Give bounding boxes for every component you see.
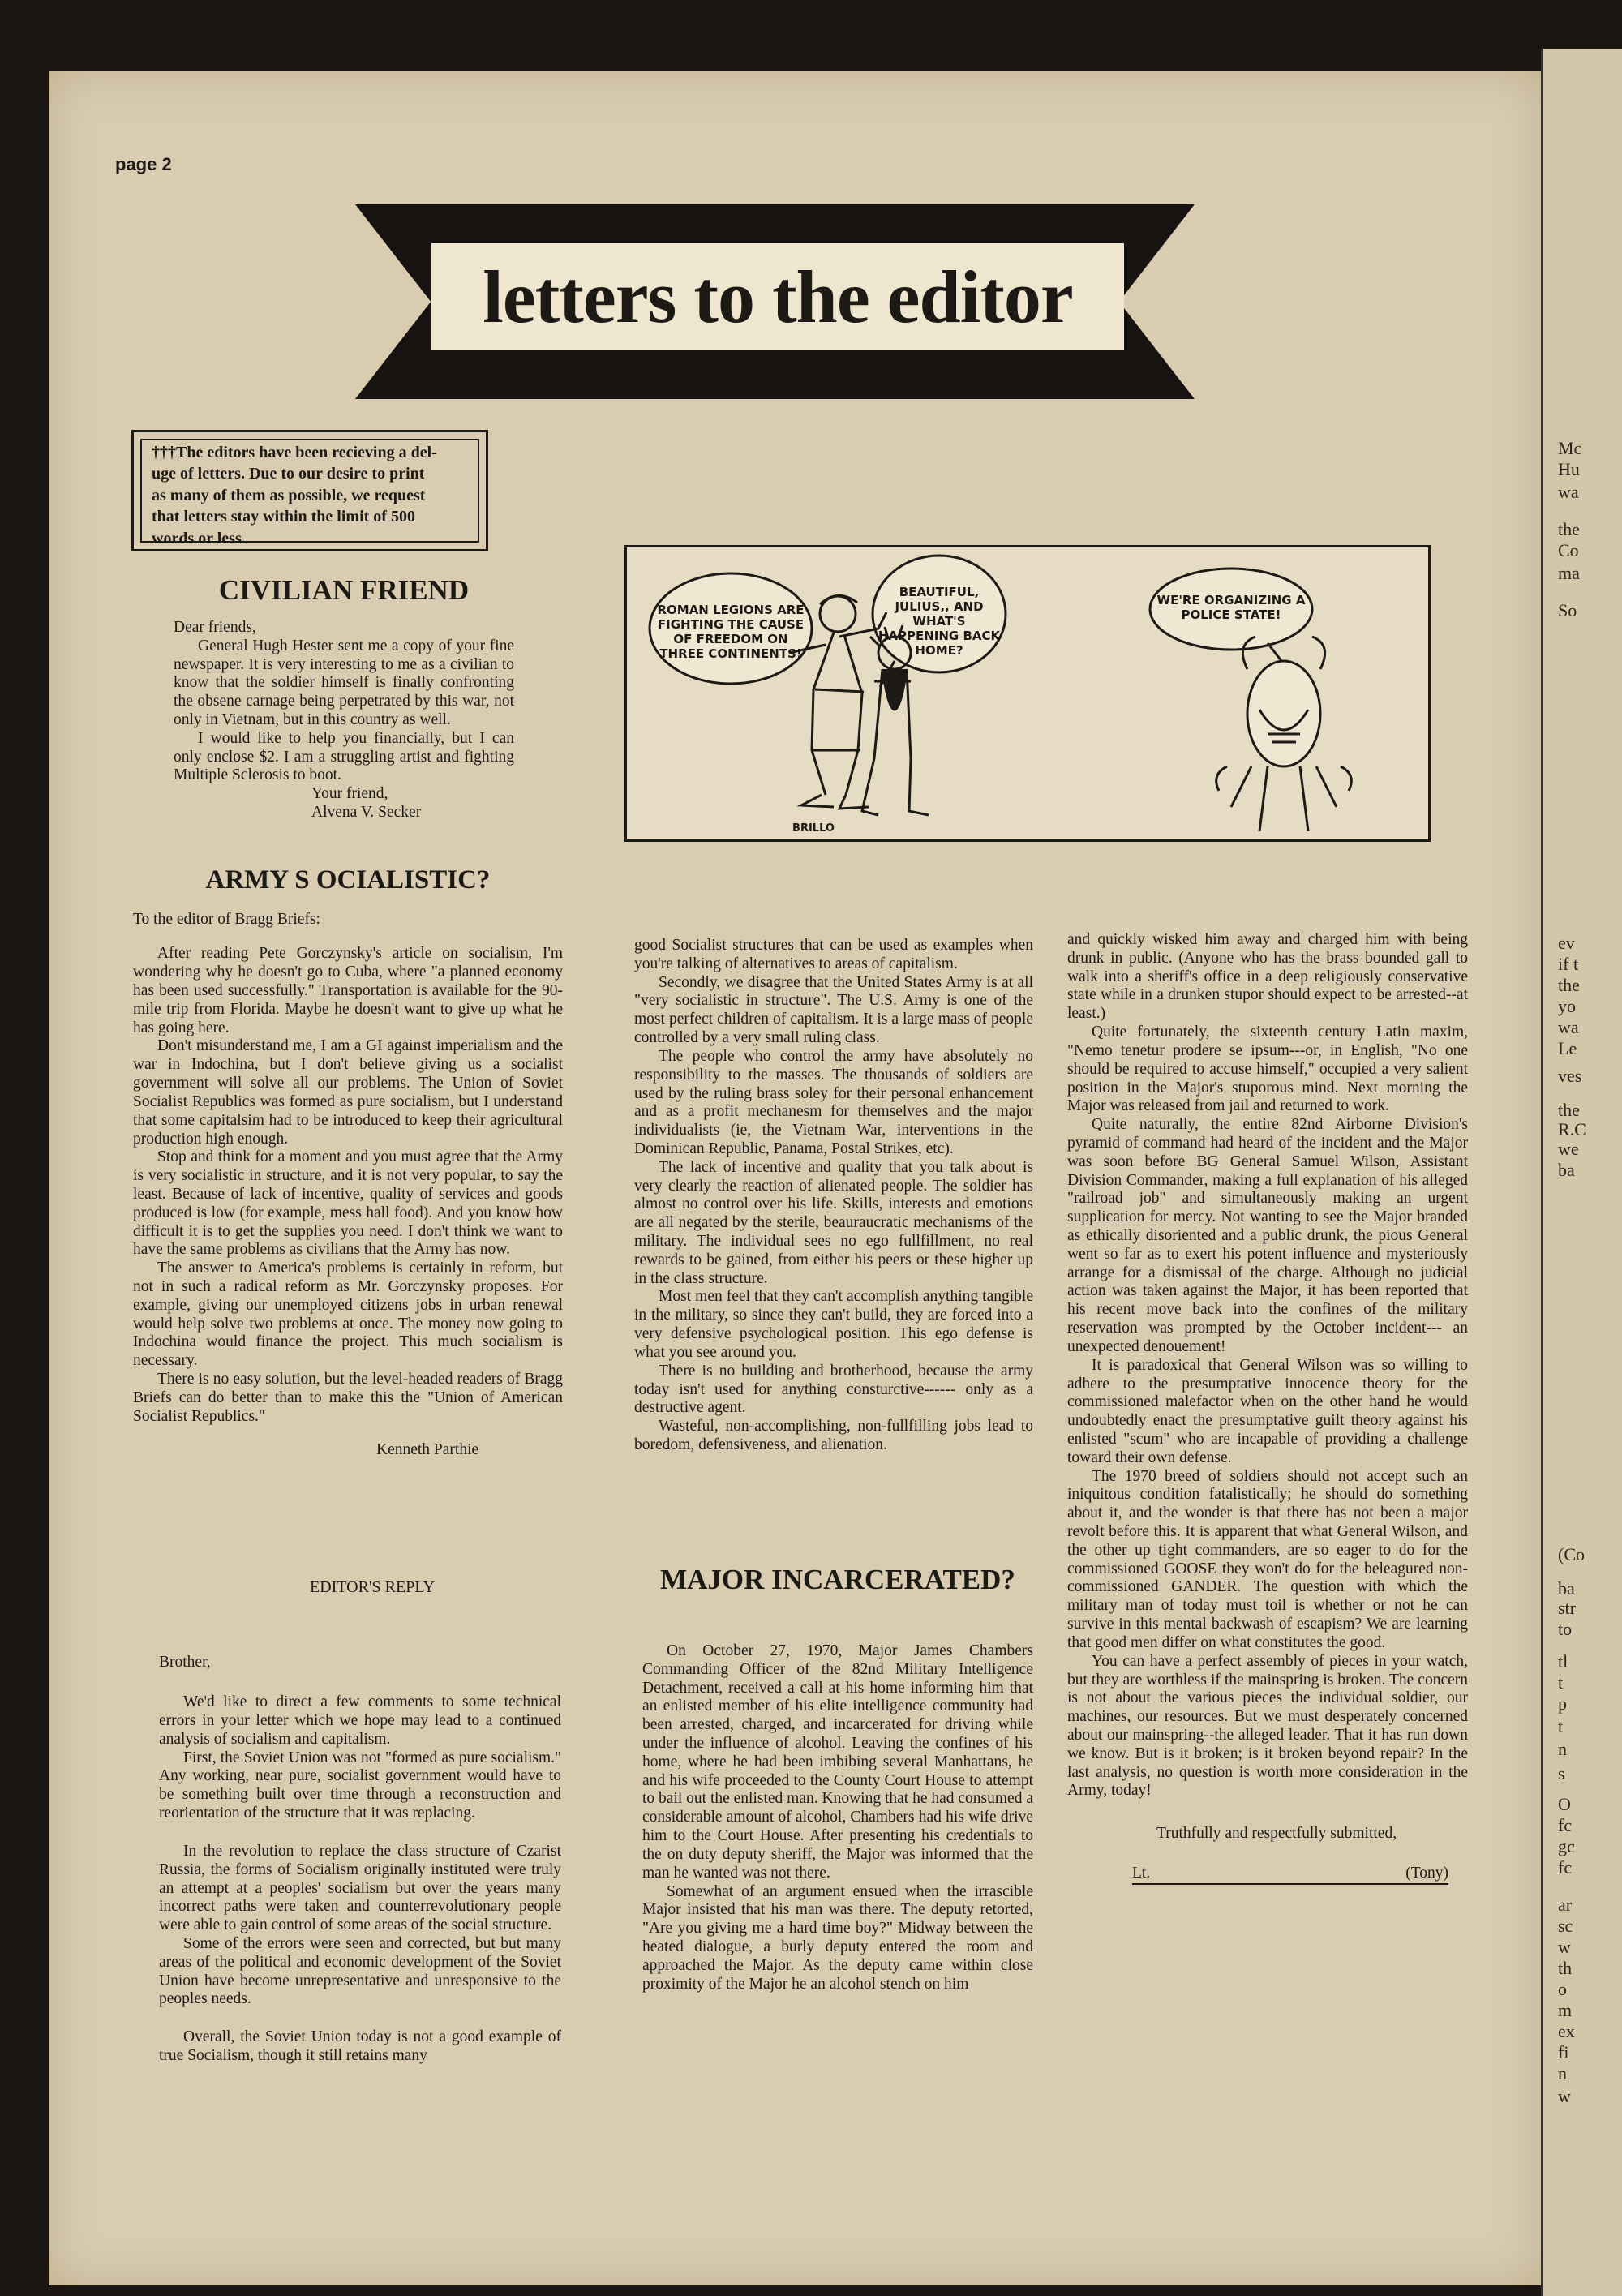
- adjacent-page-fragment: fi: [1558, 2042, 1569, 2062]
- adjacent-page-fragment: t: [1558, 1716, 1564, 1736]
- signature-rank: Lt.: [1132, 1865, 1151, 1882]
- political-cartoon: [624, 545, 1431, 842]
- signature-name: (Tony): [1405, 1865, 1448, 1882]
- adjacent-page-fragment: the: [1558, 519, 1580, 539]
- adjacent-page-fragment: sc: [1558, 1916, 1573, 1936]
- adjacent-page-fragment: O: [1558, 1794, 1571, 1814]
- salutation: Dear friends,: [174, 618, 256, 636]
- adjacent-page-fragment: w: [1558, 1937, 1571, 1957]
- masthead-box: [431, 243, 1124, 350]
- paragraph: First, the Soviet Union was not "formed as pure socialism." Any working, near pure, socialist government would have to be something built over time through a reconstruction and reorientation of the structure that it was replacing.: [159, 1749, 561, 1822]
- adjacent-page-fragment: the: [1558, 1100, 1580, 1120]
- paragraph: The 1970 breed of soldiers should not accept such an iniquitous condition fatalistically; he should do something about it, and the wonder is that there has not been a major revolt before this. It is apparent that what General Wilson, and the other up tight commanders, are so eager to do for the commissioned GOOSE they won't do for the beleagured non-commissioned GANDER. The question with which the military man of today must toil is whether or not he can survive in this mental backwash of escapism? We are learning that good men differ on what constitutes the good.: [1067, 1467, 1468, 1651]
- reply-heading: EDITOR'S REPLY: [309, 1578, 436, 1596]
- bubble-text-police: WE'RE ORGANIZING A POLICE STATE!: [1156, 593, 1306, 622]
- adjacent-page-fragment: to: [1558, 1619, 1573, 1639]
- article-heading: MAJOR INCARCERATED?: [660, 1564, 1015, 1595]
- paragraph: The lack of incentive and quality that you talk about is very clearly the reaction of alienated people. The soldier has almost no control over his life. Skills, interests and emotions are all negated by the sterile, beauraucratic mechanisms of the military. The individual sees no ego fullfillment, no real rewards to be gained, from either his peers or these higher up in the class structure.: [634, 1158, 1033, 1287]
- adjacent-page-fragment: So: [1558, 600, 1577, 620]
- notice-line: †††The editors have been recieving a del-: [152, 444, 437, 461]
- adjacent-page-edge: [1541, 49, 1622, 2296]
- signature: Alvena V. Secker: [311, 804, 422, 822]
- paragraph: Quite fortunately, the sixteenth century Latin maxim, "Nemo tenetur prodere se ipsum---or, in English, "No one should be required to accuse himself," occupied a very salient position in the Major's stuporous mind. Next morning the Major was released from jail and returned to work.: [1067, 1024, 1468, 1115]
- adjacent-page-fragment: Co: [1558, 540, 1579, 560]
- adjacent-page-fragment: n: [1558, 2063, 1567, 2084]
- paragraph: You can have a perfect assembly of pieces in your watch, but they are worthless if the mainspring is broken. The concern is not about the various pieces the individual soldier, our machines, our resources. But we must desperately concerned about our mainspring--the alleged leader. That it has run down we know. But is it broken; is it broken beyond repair? In the last analysis, no question is worth more consideration in the Army, today!: [1067, 1652, 1468, 1800]
- paragraph: There is no building and brotherhood, because the army today isn't used for anything consturctive------ only as a destructive agent.: [634, 1362, 1033, 1417]
- letter-heading: ARMY S OCIALISTIC?: [205, 865, 491, 895]
- paragraph: Don't misunderstand me, I am a GI against imperialism and the war in Indochina, but I don't believe giving us a socialist government will solve all our problems. The Union of Soviet Socialist Republics was formed as pure socialism, but I understand that some capitalsim had to be introduced to keep their agricultural production high enough.: [133, 1037, 563, 1148]
- adjacent-page-fragment: p: [1558, 1693, 1567, 1714]
- paragraph: The people who control the army have absolutely no responsibility to the masses. The thousands of soldiers are used by the ruling brass soley for their personal enhancement and as a profit mechanesm for themselves and the major individualists (ie, the Vietnam War, interventions in the Dominican Republic, Panama, Postal Strikes, etc).: [634, 1047, 1033, 1157]
- cartoon-signature: BRILLO: [792, 822, 835, 835]
- notice-line: as many of them as possible, we request: [152, 486, 426, 504]
- adjacent-page-fragment: wa: [1558, 1017, 1579, 1037]
- paragraph: The answer to America's problems is certainly in reform, but not in such a radical reform as Mr. Gorczynsky proposes. For example, giving our unemployed citizens jobs in urban renewal would help solve two problems at once. The money now going to Indochina would finance the project. This much socialism is necessary.: [133, 1260, 563, 1370]
- adjacent-page-fragment: ba: [1558, 1578, 1575, 1599]
- adjacent-page-fragment: fc: [1558, 1815, 1573, 1835]
- letter-heading: CIVILIAN FRIEND: [218, 574, 470, 606]
- laurel-figure: [1216, 637, 1352, 831]
- paragraph: Quite naturally, the entire 82nd Airborne Division's pyramid of command had heard of the incident and the Major was soon before BG General Samuel Wilson, Assistant Division Commander, making a full explanation of his alleged "railroad job" and simultaneously making an urgent supplication for mercy. Not wanting to see the Major branded as ethically disoriented and a public drunk, the pious General went so far as to exert his potent influence and mysteriously arrange for a dismissal of the charge. Although no judicial action was taken against the Major, it has been reported that his recent move back into the confines of the military reservation was prompted by the October incident--- an unexpected denouement!: [1067, 1116, 1468, 1355]
- paragraph: I would like to help you financially, but I can only enclose $2. I am a struggling artist and fighting Multiple Sclerosis to boot.: [174, 729, 514, 784]
- signature: Kenneth Parthie: [376, 1440, 479, 1458]
- article-major-incarcerated: [642, 1564, 1033, 1993]
- article-major-continued: [1067, 931, 1468, 1885]
- notice-line: that letters stay within the limit of 500: [152, 508, 415, 526]
- adjacent-page-fragment: s: [1558, 1763, 1565, 1783]
- paragraph: Some of the errors were seen and corrected, but but many areas of the political and economic development of the Soviet Union have become unrepresentative and unresponsive to the peoples needs.: [159, 1934, 561, 2008]
- paragraph: We'd like to direct a few comments to some technical errors in your letter which we hope may lead to a continued analysis of socialism and capitalism.: [159, 1693, 561, 1748]
- paragraph: good Socialist structures that can be used as examples when you're talking of alternatives to areas of capitalism.: [634, 937, 1033, 972]
- paragraph: Stop and think for a moment and you must agree that the Army is very socialistic in structure, and it is not very popular, to say the least. Because of lack of incentive, quality of services and goods produced is low (for example, mess hall food). And you know how difficult it is to get the supplies you need. I don't think we want to have the same problems as civilians that the Army has now.: [133, 1148, 563, 1259]
- paragraph: Secondly, we disagree that the United States Army is at all "very socialistic in structure". The U.S. Army is one of the most perfect children of capitalism. It is a large mass of people controlled by a very small ruling class.: [634, 973, 1033, 1047]
- closing: Truthfully and respectfully submitted,: [1156, 1825, 1397, 1843]
- paragraph: General Hugh Hester sent me a copy of your fine newspaper. It is very interesting to me as a civilian to know that the soldier himself is finally confronting the obsene carnage being perpetrated by this war, not only in Vietnam, but in this country as well.: [174, 637, 514, 728]
- editors-reply-continued: [634, 937, 1033, 1455]
- paragraph: Most men feel that they can't accomplish anything tangible in the military, so since they can't build, they are forced into a very defensive psychological position. This ego defense is what you see around you.: [634, 1288, 1033, 1361]
- notice-line: uge of letters. Due to our desire to print: [152, 465, 425, 483]
- notice-line: words or less.: [152, 529, 246, 547]
- adjacent-page-fragment: ex: [1558, 2021, 1575, 2041]
- paragraph: and quickly wisked him away and charged him with being drunk in public. (Anyone who has the brass bounded gall to walk into a sheriff's office in a deep religiously conservative state while in a drunken stupor should expect to be arrested--at least.): [1067, 931, 1468, 1023]
- paragraph: There is no easy solution, but the level-headed readers of Bragg Briefs can do better than to make this the "Union of American Socialist Republics.": [133, 1371, 563, 1425]
- adjacent-page-fragment: Mc: [1558, 438, 1582, 458]
- bubble-text-reply: BEAUTIFUL, JULIUS,, AND WHAT'S HAPPENING BACK HOME?: [878, 585, 1001, 658]
- adjacent-page-fragment: the: [1558, 975, 1580, 995]
- adjacent-page-fragment: n: [1558, 1739, 1567, 1759]
- adjacent-page-fragment: (Co: [1558, 1544, 1585, 1564]
- editors-notice-box: [131, 430, 488, 551]
- adjacent-page-fragment: th: [1558, 1958, 1573, 1978]
- adjacent-page-fragment: Hu: [1558, 459, 1580, 479]
- signature-line: [1132, 1865, 1448, 1885]
- adjacent-page-fragment: fc: [1558, 1857, 1573, 1878]
- paragraph: After reading Pete Gorczynsky's article on socialism, I'm wondering why he doesn't go to Cuba, where "a planned economy has been used successfully." Transportation is available for the 90-mile trip from Florida. Maybe he doesn't want to give up what he has going here.: [133, 945, 563, 1036]
- adjacent-page-fragment: yo: [1558, 996, 1576, 1016]
- adjacent-page-fragment: ma: [1558, 563, 1580, 583]
- paragraph: On October 27, 1970, Major James Chambers Commanding Officer of the 82nd Military Intelligence Detachment, received a call at his home informing him that an enlisted member of his elite intelligence community had been arrested, charged, and incarcerated for driving while under the influence of alcohol. Leaving the confines of his home, where he had been imbibing several Manhattans, he and his wife proceeded to the County Court House to attempt to bail out the enlisted man. Knowing that he had consumed a considerable amount of alcohol, Chambers had his wife drive him to the Court House. After presenting his credentials to the on duty deputy sheriff, the Major was informed that the man he wanted was not there.: [642, 1642, 1033, 1882]
- adjacent-page-fragment: R.C: [1558, 1119, 1586, 1139]
- letter-civilian-friend: [174, 574, 514, 822]
- adjacent-page-fragment: str: [1558, 1598, 1576, 1618]
- letter-army-socialistic: [133, 865, 563, 1459]
- paragraph: Wasteful, non-accomplishing, non-fullfilling jobs lead to boredom, defensiveness, and alienation.: [634, 1418, 1033, 1453]
- adjacent-page-fragment: wa: [1558, 482, 1579, 502]
- paragraph: In the revolution to replace the class structure of Czarist Russia, the forms of Socialism originally instituted were truly an attempt at a peoples' socialism but over the years many incorrect paths were taken and counterrevolutionary people were able to gain control of some areas of the social structure.: [159, 1842, 561, 1934]
- adjacent-page-fragment: ev: [1558, 933, 1575, 953]
- adjacent-page-fragment: if t: [1558, 954, 1579, 974]
- adjacent-page-fragment: ar: [1558, 1895, 1573, 1915]
- salutation: To the editor of Bragg Briefs:: [133, 910, 320, 928]
- cartoon-drawing: [627, 547, 1428, 839]
- adjacent-page-fragment: Le: [1558, 1038, 1577, 1058]
- adjacent-page-fragment: ves: [1558, 1066, 1582, 1086]
- adjacent-page-fragment: o: [1558, 1979, 1567, 1999]
- closing: Your friend,: [311, 785, 388, 803]
- editors-reply: [159, 1578, 561, 2066]
- salutation: Brother,: [159, 1654, 211, 1672]
- page-number: page 2: [115, 154, 172, 174]
- adjacent-page-fragment: w: [1558, 2086, 1571, 2106]
- adjacent-page-fragment: tl: [1558, 1651, 1568, 1672]
- adjacent-page-fragment: ba: [1558, 1160, 1575, 1180]
- masthead-title: letters to the editor: [483, 255, 1073, 338]
- adjacent-page-fragment: m: [1558, 2000, 1573, 2020]
- adjacent-page-fragment: t: [1558, 1672, 1564, 1693]
- paragraph: Overall, the Soviet Union today is not a good example of true Socialism, though it still retains many: [159, 2028, 561, 2065]
- bubble-text-roman: ROMAN LEGIONS ARE FIGHTING THE CAUSE OF FREEDOM ON THREE CONTINENTS!: [657, 603, 805, 661]
- paragraph: Somewhat of an argument ensued when the irrascible Major insisted that his man was there. The deputy retorted, "Are you giving me a hard time boy?" Midway between the heated dialogue, a burly deputy entered the room and approached the Major. As the deputy came within close proximity of the Major he an alcohol stench on him: [642, 1882, 1033, 1993]
- paragraph: It is paradoxical that General Wilson was so willing to adhere to the presumptative innocence theory for the commissioned malefactor when on the other hand he would undoubtedly enact the presumptative guilt theory against his enlisted "scum" who are incapable of providing a challenge toward their own defense.: [1067, 1356, 1468, 1466]
- adjacent-page-fragment: gc: [1558, 1836, 1575, 1856]
- adjacent-page-fragment: we: [1558, 1139, 1579, 1159]
